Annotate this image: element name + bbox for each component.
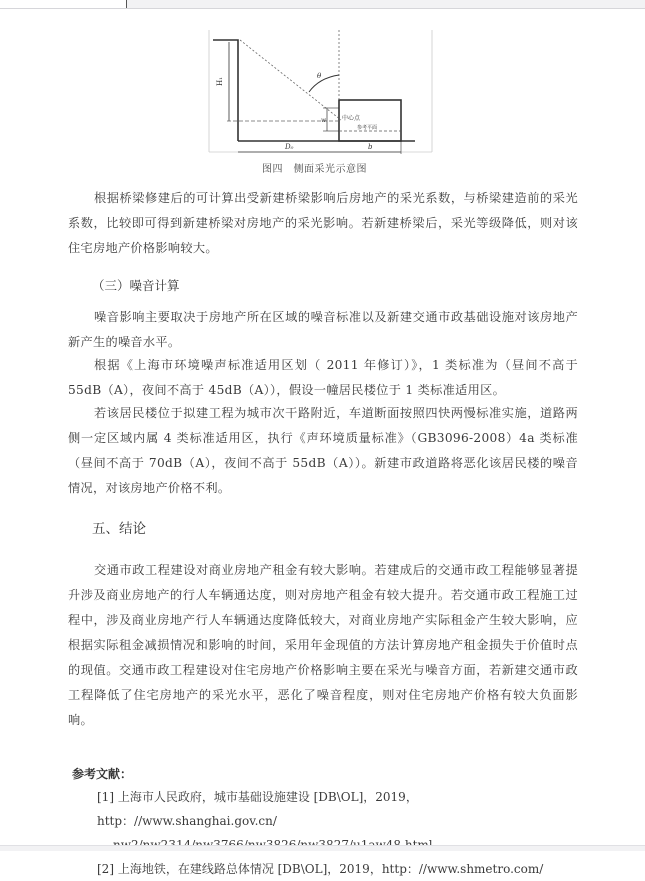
- paragraph-noise-example: 若该居民楼位于拟建工程为城市次干路附近，车道断面按照四快两慢标准实施，道路两侧一定区域内属 4 类标准适用区，执行《声环境质量标准》（GB3096-2008）4a 类标准（昼间不高于 70dB（A），夜间不高于 55dB（A））。新建市政道路将恶化该居民楼的噪音情况，对该房地产价格不利。: [68, 406, 578, 495]
- height-label: H₁: [216, 77, 224, 86]
- viewer-search-field[interactable]: [0, 0, 126, 8]
- viewer-toolbar: [0, 0, 645, 9]
- center-point-label: 中心点: [342, 115, 361, 122]
- viewer-bottom-bar: [0, 845, 645, 851]
- section-heading-conclusion: 五、结论: [92, 521, 146, 537]
- reference-2-line-1: [2] 上海地铁，在建线路总体情况 [DB\OL]，2019，http：//www.shmetro.com/: [97, 862, 544, 876]
- paragraph-lighting-conclusion: 根据桥梁修建后的可计算出受新建桥梁影响后房地产的采光系数，与桥梁建造前的采光系数，比较即可得到新建桥梁对房地产的采光影响。若新建桥梁后，采光等级降低，则对该住宅房地产价格影响较大。: [68, 191, 578, 255]
- paragraph-noise-standard: 根据《上海市环境噪声标准适用区划（ 2011 年修订）》，1 类标准为（昼间不高于 55dB（A），夜间不高于 45dB（A）），假设一幢居民楼位于 1 类标准适用区。: [68, 358, 578, 397]
- distance-label: D₀: [285, 143, 294, 151]
- angle-arc: [309, 75, 339, 92]
- figure-caption: 图四 侧面采光示意图: [262, 164, 367, 175]
- offset-label: w: [321, 117, 327, 124]
- angle-label: θ: [317, 72, 322, 80]
- reference-1-line-1: [1] 上海市人民政府，城市基础设施建设 [DB\OL]，2019，http：//www.shanghai.gov.cn/: [97, 790, 418, 828]
- section-heading-noise: （三）噪音计算: [92, 278, 180, 293]
- reference-plane-label: 参考平面: [357, 125, 378, 131]
- left-building-outline: [213, 40, 238, 141]
- paragraph-noise-intro: 噪音影响主要取决于房地产所在区域的噪音标准以及新建交通市政基础设施对该房地产新产生的噪音水平。: [68, 310, 578, 349]
- reference-item: [97, 785, 597, 881]
- references-title: 参考文献：: [72, 767, 133, 781]
- width-label: b: [368, 143, 373, 151]
- text-cursor: [126, 0, 127, 8]
- paragraph-conclusion: 交通市政工程建设对商业房地产租金有较大影响。若建成后的交通市政工程能够显著提升涉及商业房地产的行人车辆通达度，则对房地产租金有较大提升。若交通市政工程施工过程中，涉及商业房地产行人车辆通达度降低较大，对商业房地产实际租金产生较大影响，应根据实际租金减损情况和影响的时间，采用年金现值的方法计算房地产租金损失于价值时点的现值。交通市政工程建设对住宅房地产价格影响主要在采光与噪音方面，若新建交通市政工程降低了住宅房地产的采光水平，恶化了噪音程度，则对住宅房地产价格有较大负面影响。: [68, 563, 578, 727]
- side-lighting-diagram: [205, 28, 435, 158]
